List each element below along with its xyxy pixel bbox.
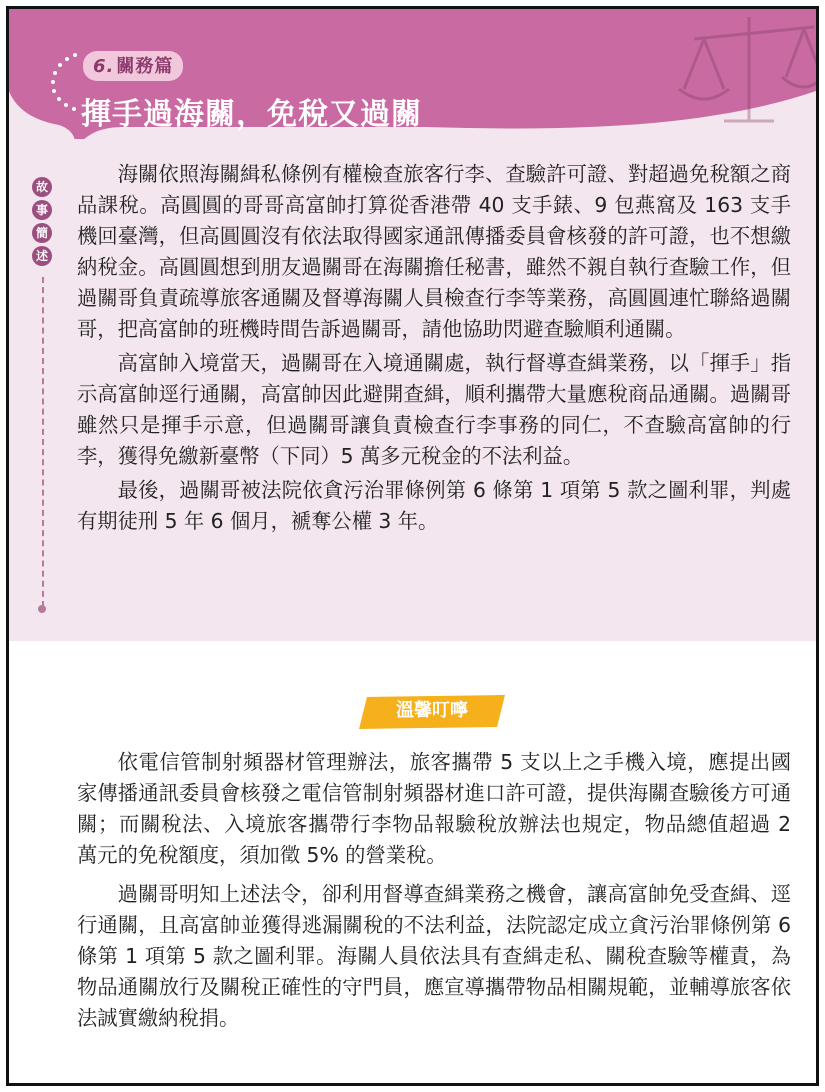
- tip-label: [359, 695, 505, 729]
- tip-paragraph: 依電信管制射頻器材管理辦法，旅客攜帶 5 支以上之手機入境，應提出國家傳播通訊委員會核發之電信管制射頻器材進口許可證，提供海關查驗後方可通關；而關稅法、入境旅客攜帶行李物品報驗稅放辦法也規定，物品總值超過 2 萬元的免稅額度，須加徵 5% 的營業稅。: [77, 750, 791, 867]
- side-line-dot: [38, 605, 46, 613]
- story-side-label: [32, 177, 56, 269]
- page-frame: [6, 6, 819, 1086]
- tip-label-text: 溫馨叮嚀: [396, 700, 468, 721]
- story-paragraph: 高富帥入境當天，過關哥在入境通關處，執行督導查緝業務，以「揮手」指示高富帥逕行通關，高富帥因此避開查緝，順利攜帶大量應稅商品通關。過關哥雖然只是揮手示意，但過關哥讓負責檢查行李事務的同仁，不查驗高富帥的行李，獲得免繳新臺幣（下同）5 萬多元稅金的不法利益。: [77, 351, 791, 468]
- page-title: 揮手過海關，免稅又過關: [81, 97, 422, 132]
- section-number: 6.: [93, 56, 115, 77]
- scale-icon: [664, 9, 819, 129]
- side-char: 簡: [32, 223, 52, 243]
- tip-text: [77, 747, 791, 1042]
- side-char: 述: [32, 246, 52, 266]
- side-dashed-line: [42, 277, 44, 607]
- section-label: 關務篇: [116, 56, 174, 77]
- section-badge: [83, 51, 183, 81]
- side-char: 事: [32, 200, 52, 220]
- story-paragraph: 最後，過關哥被法院依貪污治罪條例第 6 條第 1 項第 5 款之圖利罪，判處有期徒刑 5 年 6 個月，褫奪公權 3 年。: [77, 478, 791, 533]
- tip-paragraph: 過關哥明知上述法令，卻利用督導查緝業務之機會，讓高富帥免受查緝、逕行通關，且高富帥並獲得逃漏關稅的不法利益，法院認定成立貪污治罪條例第 6 條第 1 項第 5 款之圖利罪。海關人員依法具有查緝走私、關稅查驗等權責，為物品通關放行及關稅正確性的守門員，應宣導攜帶物品相關規範，並輔導旅客依法誠實繳納稅捐。: [77, 882, 791, 1030]
- story-text: [77, 159, 791, 540]
- story-paragraph: 海關依照海關緝私條例有權檢查旅客行李、查驗許可證、對超過免稅額之商品課稅。高圓圓的哥哥高富帥打算從香港帶 40 支手錶、9 包燕窩及 163 支手機回臺灣，但高圓圓沒有依法取得國家通訊傳播委員會核發的許可證，也不想繳納稅金。高圓圓想到朋友過關哥在海關擔任秘書，雖然不親自執行查驗工作，但過關哥負責疏導旅客通關及督導海關人員檢查行李等業務，高圓圓連忙聯絡過關哥，把高富帥的班機時間告訴過關哥，請他協助閃避查驗順利通關。: [77, 162, 791, 341]
- side-char: 故: [32, 177, 52, 197]
